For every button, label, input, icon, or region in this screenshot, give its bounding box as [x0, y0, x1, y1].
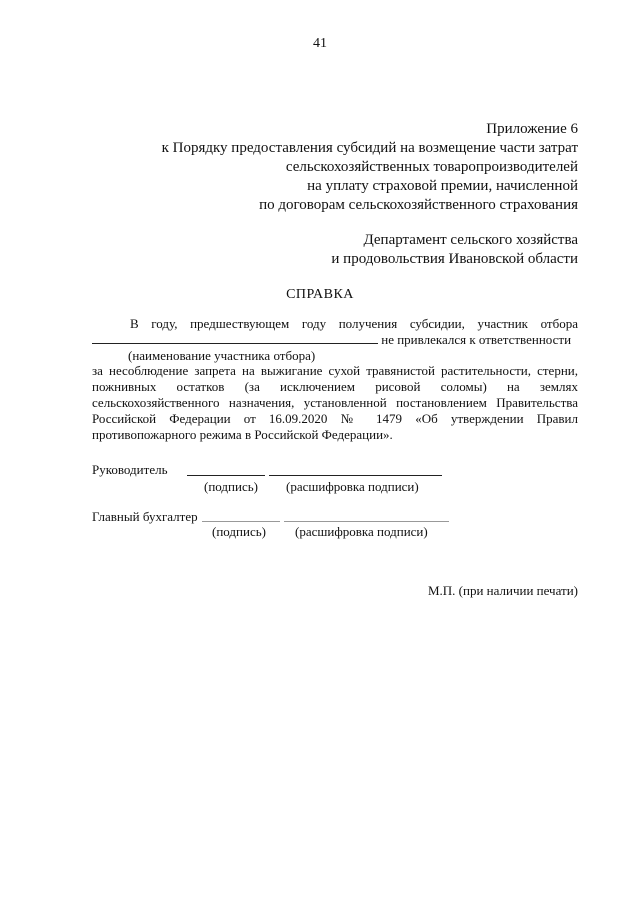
appendix-line: на уплату страховой премии, начисленной	[307, 178, 578, 194]
addressee-line: и продовольствия Ивановской области	[331, 251, 578, 267]
paragraph-line: за несоблюдение запрета на выжигание сухой травянистой растительности, стерни,	[92, 363, 578, 378]
stamp-note: М.П. (при наличии печати)	[427, 583, 578, 598]
accountant-decoding-field[interactable]	[284, 521, 449, 522]
appendix-line: сельскохозяйственных товаропроизводителей	[285, 159, 578, 175]
page-number: 41	[313, 36, 327, 51]
addressee-line: Департамент сельского хозяйства	[363, 232, 578, 248]
document-title: СПРАВКА	[286, 287, 354, 302]
head-decoding-caption: (расшифровка подписи)	[286, 479, 419, 494]
appendix-heading	[162, 120, 578, 215]
participant-name-blank[interactable]	[92, 343, 378, 344]
appendix-line: Приложение 6	[486, 121, 578, 137]
participant-line	[92, 332, 578, 348]
accountant-signature-caption: (подпись)	[212, 524, 266, 539]
head-label: Руководитель	[92, 462, 168, 477]
appendix-line: по договорам сельскохозяйственного страхования	[259, 197, 578, 213]
body-paragraph	[92, 363, 578, 443]
head-signature-caption: (подпись)	[204, 479, 258, 494]
paragraph-line: Российской Федерации от 16.09.2020 № 1479 «Об утверждении Правил	[92, 411, 578, 426]
accountant-label: Главный бухгалтер	[92, 509, 198, 524]
accountant-decoding-caption: (расшифровка подписи)	[295, 524, 428, 539]
paragraph-line: сельскохозяйственного назначения, установленной постановлением Правительства	[92, 395, 578, 410]
participant-caption: (наименование участника отбора)	[128, 348, 316, 363]
head-decoding-field[interactable]	[269, 475, 442, 476]
accountant-signature-field[interactable]	[202, 521, 280, 522]
body-first-line: В году, предшествующем году получения субсидии, участник отбора	[130, 316, 578, 331]
paragraph-line: пожнивных остатков (за исключением рисовой соломы) на землях	[92, 379, 578, 394]
addressee-block	[331, 231, 578, 269]
head-signature-field[interactable]	[187, 475, 265, 476]
paragraph-line-last: противопожарного режима в Российской Федерации».	[92, 427, 393, 442]
appendix-line: к Порядку предоставления субсидий на возмещение части затрат	[161, 140, 578, 156]
participant-line-tail: не привлекался к ответственности	[381, 332, 572, 347]
